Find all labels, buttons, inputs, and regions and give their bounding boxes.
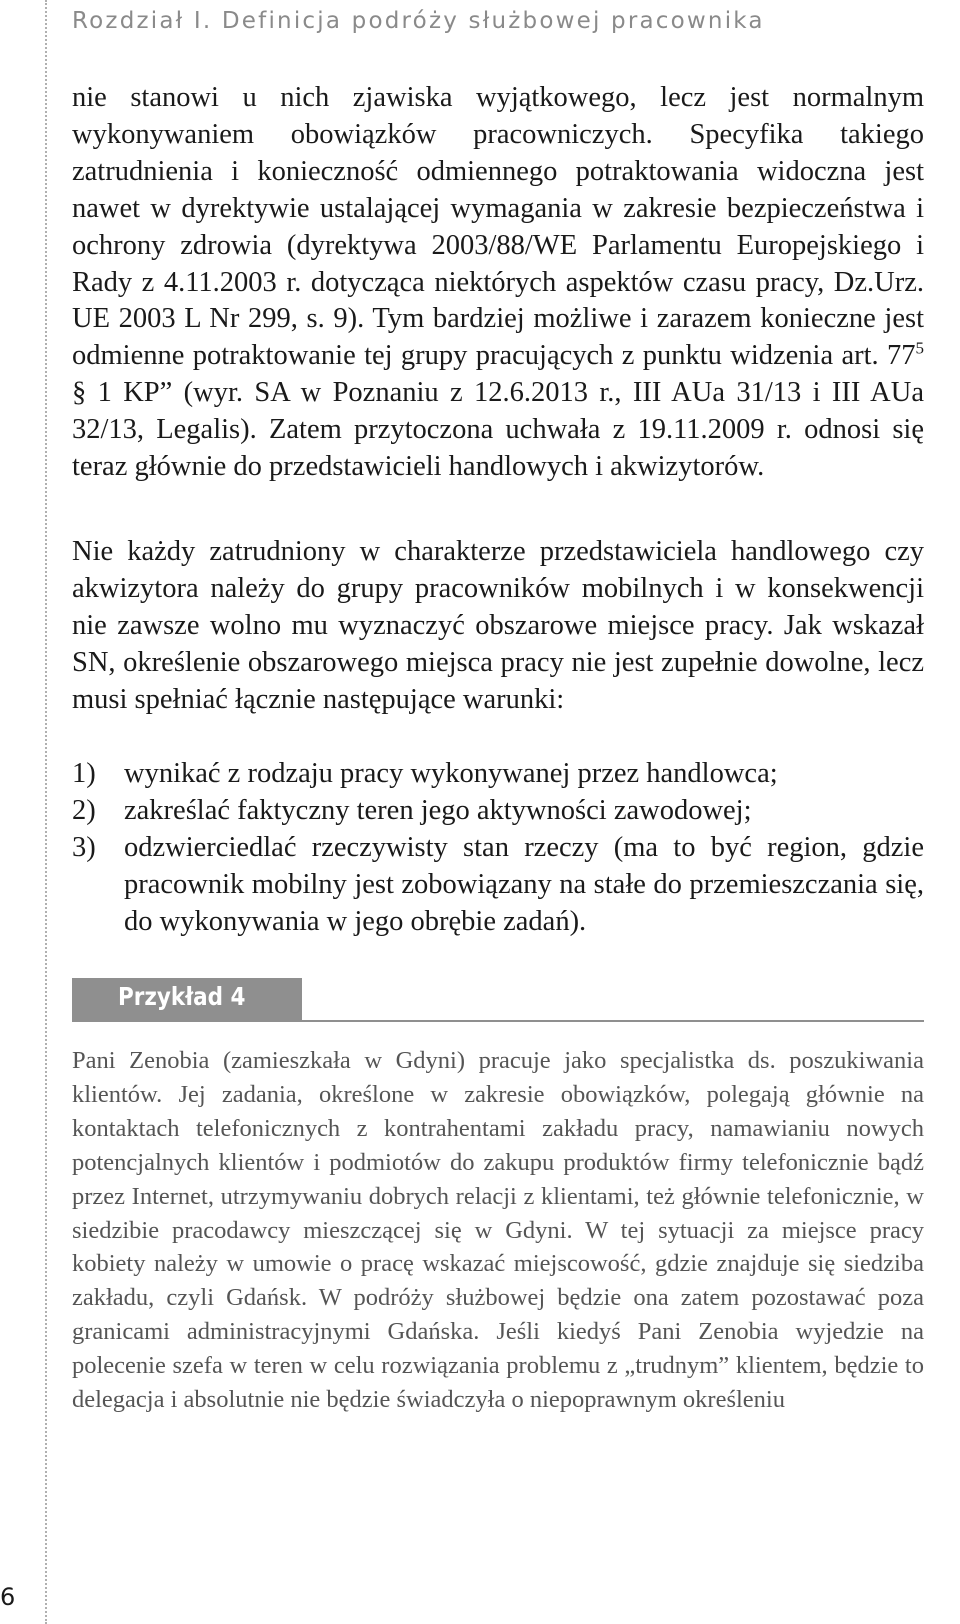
example-divider [72, 1020, 924, 1022]
margin-dotted-rule [45, 0, 47, 1624]
list-item [72, 830, 924, 941]
example-heading-band [72, 978, 302, 1020]
example-paragraph: Pani Zenobia (zamieszkała w Gdyni) pracuje jako specjalistka ds. poszukiwania klientów. Jej zadania, określone w zakresie obowiązków, polegają głównie na kontaktach telefonicznych z kontrahentami zakładu pracy, namawianiu nowych potencjalnych klientów i podmiotów do zakupu produktów firmy telefonicznie bądź przez Internet, utrzymywaniu dobrych relacji z klientami, też głównie telefonicznie, w siedzibie pracodawcy mieszczącej się w Gdyni. W tej sytuacji za miejsce pracy kobiety należy w umowie o pracę wskazać miejscowość, gdzie znajduje się siedziba zakładu, czyli Gdańsk. W podróży służbowej będzie ona zatem pozostawać poza granicami administracyjnymi Gdańska. Jeśli kiedyś Pani Zenobia wyjedzie na polecenie szefa w teren w celu rozwiązania problemu z „trudnym” klientem, będzie to delegacja i absolutnie nie będzie świadczyła o niepoprawnym określeniu [72, 1047, 924, 1414]
page-number: 6 [0, 1583, 16, 1611]
list-item-text: zakreślać faktyczny teren jego aktywności zawodowej; [124, 794, 752, 826]
list-item-number: 2) [72, 794, 96, 826]
list-item-text: odzwierciedlać rzeczywisty stan rzeczy (ma to być region, gdzie pracownik mobilny jest zobowiązany na stałe do przemieszczania się, do wykonywania w jego obrębie zadań). [124, 831, 924, 937]
list-item-number: 3) [72, 831, 96, 863]
paragraph-1-text-a: nie stanowi u nich zjawiska wyjątkowego, lecz jest normalnym wykonywaniem obowiązków pracowniczych. Specyfika takiego zatrudnienia i konieczność odmiennego potraktowania widoczna jest nawet w dyrektywie ustalającej wymagania w zakresie bezpieczeństwa i ochrony zdrowia (dyrektywa 2003/88/WE Parlamentu Europejskiego i Rady z 4.11.2003 r. dotycząca niektórych aspektów czasu pracy, Dz.Urz. UE 2003 L Nr 299, s. 9). Tym bardziej możliwe i zarazem konieczne jest odmienne potraktowanie tej grupy pracujących z punktu widzenia art. 77 [72, 82, 924, 372]
body-paragraph-1 [72, 80, 924, 486]
list-item-number: 1) [72, 758, 96, 789]
example-heading: Przykład 4 [118, 982, 246, 1011]
list-item [72, 793, 924, 830]
list-item-text: wynikać z rodzaju pracy wykonywanej przez handlowca; [124, 758, 778, 789]
list-item [72, 756, 924, 793]
article-superscript: 5 [915, 338, 924, 358]
running-head: Rozdział I. Definicja podróży służbowej pracownika [72, 8, 765, 34]
body-paragraph-2: Nie każdy zatrudniony w charakterze przedstawiciela handlowego czy akwizytora należy do grupy pracowników mobilnych i w konsekwencji nie zawsze wolno mu wyznaczyć obszarowe miejsce pracy. Jak wskazał SN, określenie obszarowego miejsca pracy nie jest zupełnie dowolne, lecz musi spełniać łącznie następujące warunki: [72, 536, 924, 715]
paragraph-1-text-b: § 1 KP” (wyr. SA w Poznaniu z 12.6.2013 r., III AUa 31/13 i III AUa 32/13, Legalis). Zatem przytoczona uchwała z 19.11.2009 r. odnosi się teraz głównie do przedstawicieli handlowych i akwizytorów. [72, 377, 924, 483]
conditions-list [72, 756, 924, 941]
